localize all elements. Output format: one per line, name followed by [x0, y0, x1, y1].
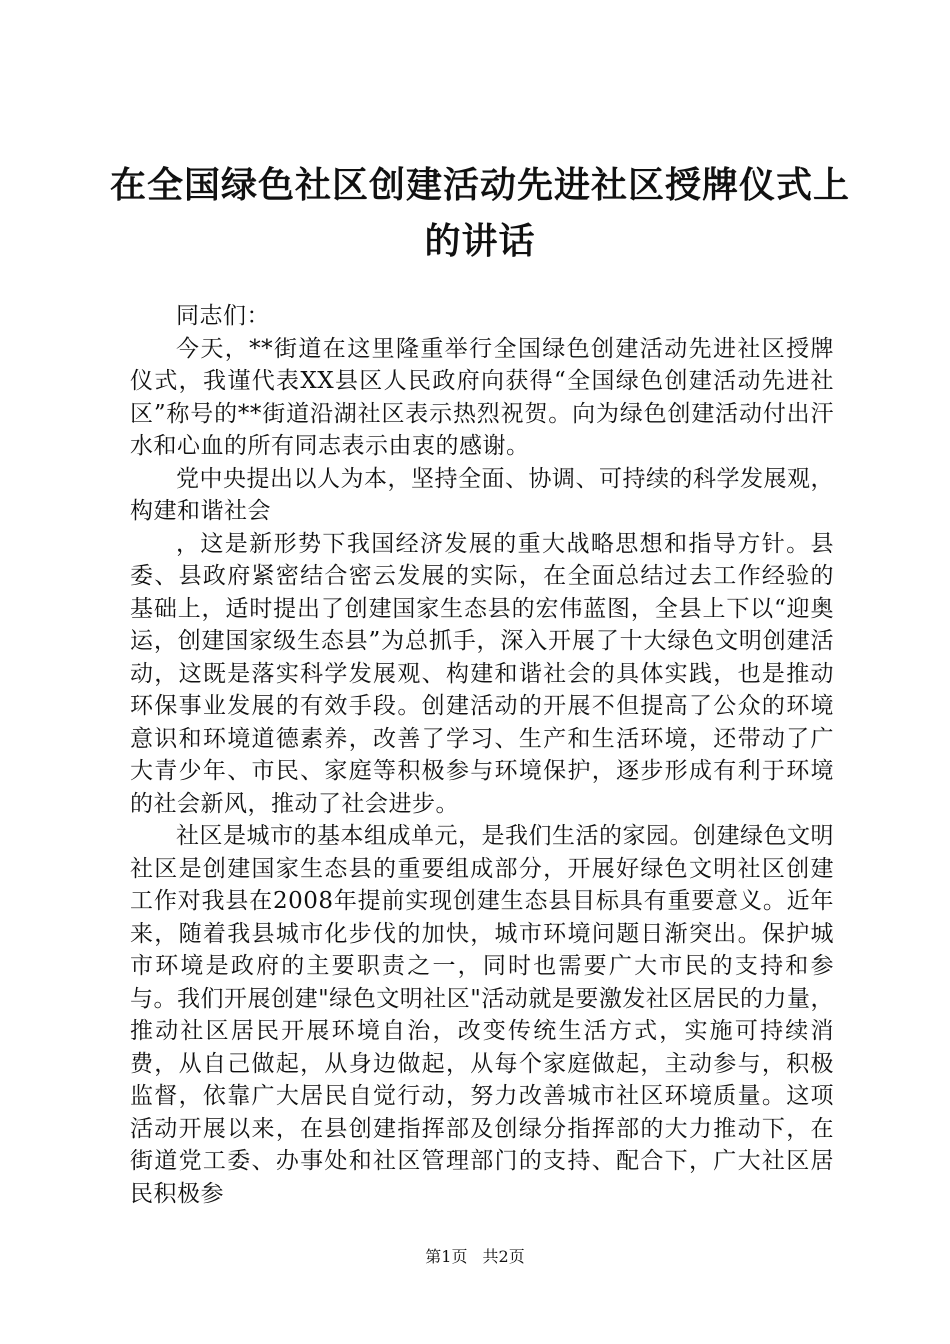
- greeting: 同志们：: [176, 303, 270, 329]
- paragraph: 党中央提出以人为本，坚持全面、协调、可持续的科学发展观，构建和谐社会: [130, 465, 834, 524]
- page-number: 第1页: [425, 1247, 468, 1266]
- page-footer: [0, 1244, 950, 1267]
- paragraph: 社区是城市的基本组成单元，是我们生活的家园。创建绿色文明社区是创建国家生态县的重要组成部分，开展好绿色文明社区创建工作对我县在2008年提前实现创建生态县目标具有重要意义。近年来，随着我县城市化步伐的加快，城市环境问题日渐突出。保护城市环境是政府的主要职责之一，同时也需要广大市民的支持和参与。我们开展创建"绿色文明社区"活动就是要激发社区居民的力量，推动社区居民开展环境自治，改变传统生活方式，实施可持续消费，从自己做起，从身边做起，从每个家庭做起，主动参与，积极监督，依靠广大居民自觉行动，努力改善城市社区环境质量。这项活动开展以来，在县创建指挥部及创绿分指挥部的大力推动下，在街道党工委、办事处和社区管理部门的支持、配合下，广大社区居民积极参: [130, 823, 834, 1207]
- page-total: 共2页: [482, 1247, 525, 1266]
- document-title: [110, 158, 850, 270]
- title-line-2: 的讲话: [424, 221, 536, 262]
- title-line-1: 在全国绿色社区创建活动先进社区授牌仪式上: [110, 165, 851, 206]
- document-body: [130, 300, 834, 1210]
- paragraph: ，这是新形势下我国经济发展的重大战略思想和指导方针。县委、县政府紧密结合密云发展的实际，在全面总结过去工作经验的基础上，适时提出了创建国家生态县的宏伟蓝图，全县上下以“迎奥运，创建国家级生态县”为总抓手，深入开展了十大绿色文明创建活动，这既是落实科学发展观、构建和谐社会的具体实践，也是推动环保事业发展的有效手段。创建活动的开展不但提高了公众的环境意识和环境道德素养，改善了学习、生产和生活环境，还带动了广大青少年、市民、家庭等积极参与环境保护，逐步形成有利于环境的社会新风，推动了社会进步。: [130, 530, 834, 817]
- paragraph: 今天，**街道在这里隆重举行全国绿色创建活动先进社区授牌仪式，我谨代表XX县区人民政府向获得“全国绿色创建活动先进社区”称号的**街道沿湖社区表示热烈祝贺。向为绿色创建活动付出汗水和心血的所有同志表示由衷的感谢。: [130, 335, 834, 459]
